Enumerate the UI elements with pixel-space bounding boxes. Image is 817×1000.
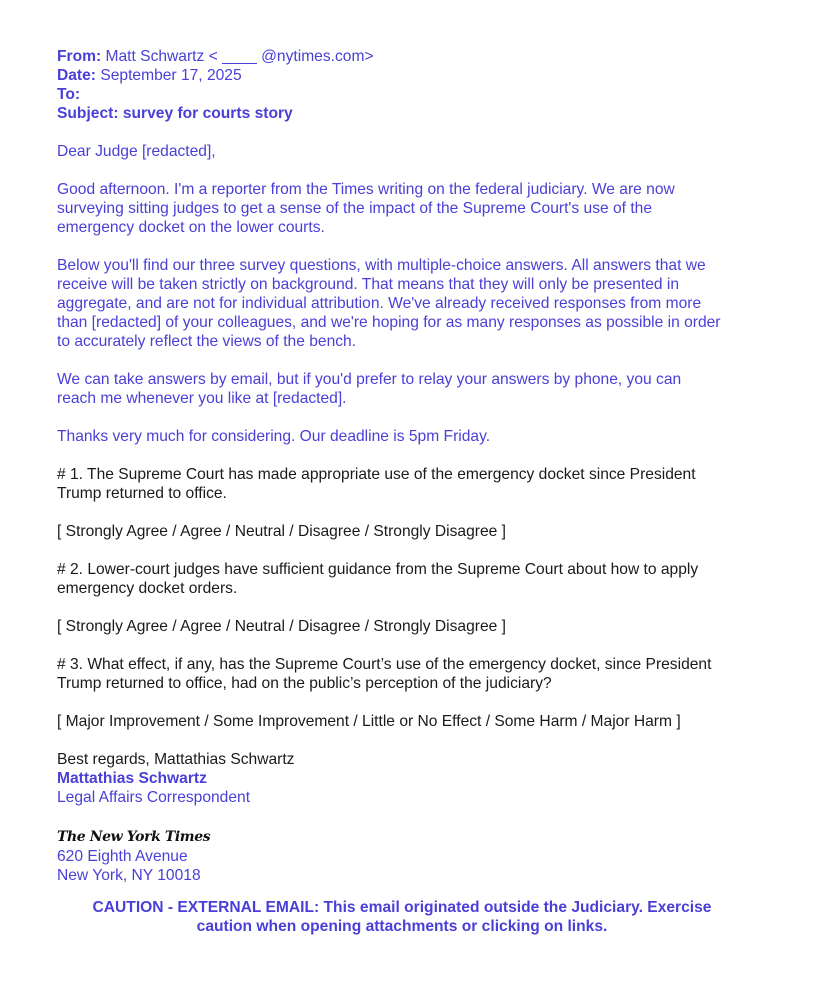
paragraph-intro [57, 180, 757, 237]
signature-name: Mattathias Schwartz [57, 770, 207, 787]
caution-line: CAUTION - EXTERNAL EMAIL: This email originated outside the Judiciary. Exercise [92, 899, 712, 916]
question-text: Trump returned to office. [57, 485, 227, 502]
signature-closing: Best regards, Mattathias Schwartz [57, 751, 295, 768]
paragraph-line: Good afternoon. I'm a reporter from the Times writing on the federal judiciary. We are now [57, 181, 675, 198]
signature-block [57, 750, 757, 885]
signature-title: Legal Affairs Correspondent [57, 789, 251, 806]
from-line [57, 47, 757, 66]
paragraph-line: We can take answers by email, but if you'd prefer to relay your answers by phone, you can [57, 371, 682, 388]
date-value: September 17, 2025 [96, 67, 242, 84]
question-text: emergency docket orders. [57, 580, 238, 597]
question-options: [ Strongly Agree / Agree / Neutral / Disagree / Strongly Disagree ] [57, 618, 506, 635]
paragraph-contact [57, 370, 757, 408]
subject-value: survey for courts story [118, 105, 293, 122]
from-value: Matt Schwartz < ____ @nytimes.com> [101, 48, 374, 65]
subject-label: Subject: [57, 105, 119, 122]
paragraph-line: Thanks very much for considering. Our deadline is 5pm Friday. [57, 428, 491, 445]
paragraph-background [57, 256, 757, 351]
paragraph-line: emergency docket on the lower courts. [57, 219, 325, 236]
question-text: # 2. Lower-court judges have sufficient guidance from the Supreme Court about how to apply [57, 561, 699, 578]
email-header [57, 47, 757, 123]
paragraph-line: surveying sitting judges to get a sense of the impact of the Supreme Court's use of the [57, 200, 653, 217]
paragraph-line: to accurately reflect the views of the bench. [57, 333, 357, 350]
greeting-text: Dear Judge [redacted], [57, 143, 216, 160]
paragraph-line: aggregate, and are not for individual attribution. We've already received responses from more [57, 295, 702, 312]
address-line: 620 Eighth Avenue [57, 848, 188, 865]
question-options: [ Major Improvement / Some Improvement / Little or No Effect / Some Harm / Major Harm ] [57, 713, 681, 730]
question-text: Trump returned to office, had on the public’s perception of the judiciary? [57, 675, 552, 692]
address-line: New York, NY 10018 [57, 867, 201, 884]
to-line [57, 85, 757, 104]
paragraph-line: than [redacted] of your colleagues, and we're hoping for as many responses as possible in order [57, 314, 721, 331]
question-text: # 1. The Supreme Court has made appropriate use of the emergency docket since President [57, 466, 696, 483]
paragraph-line: reach me whenever you like at [redacted]. [57, 390, 347, 407]
paragraph-line: receive will be taken strictly on background. That means that they will only be presented in [57, 276, 680, 293]
question-text: # 3. What effect, if any, has the Supreme Court’s use of the emergency docket, since President [57, 656, 712, 673]
date-line [57, 66, 757, 85]
subject-line [57, 104, 757, 123]
date-label: Date: [57, 67, 96, 84]
nyt-logo: The New York Times [57, 829, 211, 845]
caution-banner [57, 898, 747, 936]
question-2 [57, 560, 757, 636]
question-3 [57, 655, 757, 731]
question-options: [ Strongly Agree / Agree / Neutral / Disagree / Strongly Disagree ] [57, 523, 506, 540]
to-label: To: [57, 86, 81, 103]
email-document [57, 47, 757, 885]
question-1 [57, 465, 757, 541]
paragraph-deadline [57, 427, 757, 446]
greeting [57, 142, 757, 161]
caution-line: caution when opening attachments or clicking on links. [196, 918, 608, 935]
from-label: From: [57, 48, 102, 65]
paragraph-line: Below you'll find our three survey questions, with multiple-choice answers. All answers that we [57, 257, 706, 274]
